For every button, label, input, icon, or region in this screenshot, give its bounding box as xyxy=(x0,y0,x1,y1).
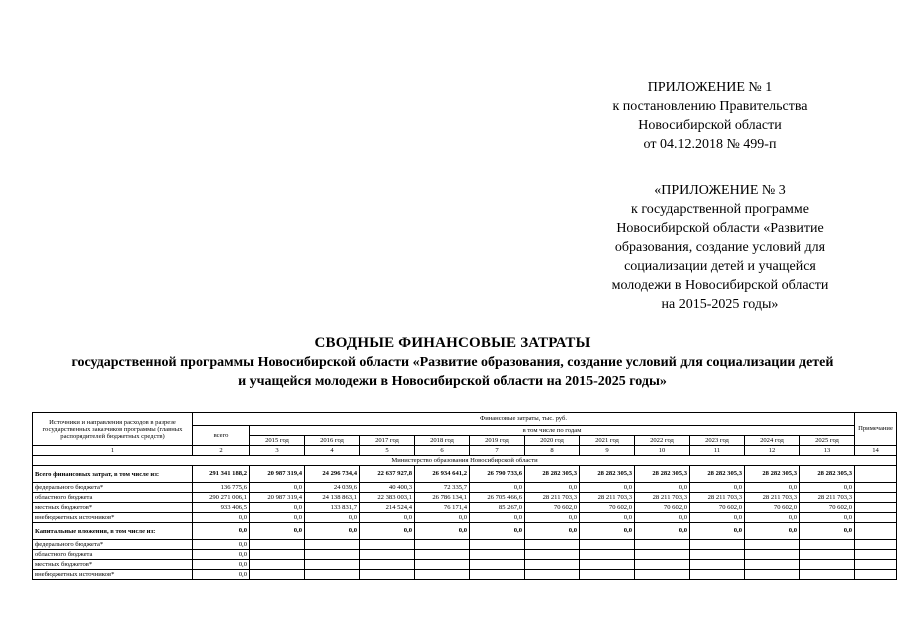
column-number: 14 xyxy=(855,446,897,456)
year-value: 0,0 xyxy=(470,523,525,540)
year-value: 20 987 319,4 xyxy=(250,493,305,503)
appendix-3-line: социализации детей и учащейся xyxy=(624,259,816,274)
year-value: 70 602,0 xyxy=(525,503,580,513)
year-value: 70 602,0 xyxy=(580,503,635,513)
year-value: 0,0 xyxy=(580,483,635,493)
document-heading xyxy=(20,333,885,391)
year-value: 26 786 134,1 xyxy=(415,493,470,503)
year-value xyxy=(360,570,415,580)
column-number: 8 xyxy=(525,446,580,456)
year-value: 28 211 703,3 xyxy=(635,493,690,503)
year-value: 26 705 466,6 xyxy=(470,493,525,503)
year-value: 28 211 703,3 xyxy=(525,493,580,503)
row-note xyxy=(855,493,897,503)
year-value xyxy=(745,540,800,550)
financial-costs-header: Финансовые затраты, тыс. руб. xyxy=(193,413,855,426)
appendix-3-line: «ПРИЛОЖЕНИЕ № 3 xyxy=(654,183,786,198)
year-header: 2018 год xyxy=(415,436,470,446)
year-value xyxy=(360,540,415,550)
year-value: 0,0 xyxy=(250,513,305,523)
year-value: 70 602,0 xyxy=(690,503,745,513)
appendix-1-line: ПРИЛОЖЕНИЕ № 1 xyxy=(647,80,773,95)
column-number: 7 xyxy=(470,446,525,456)
column-number: 11 xyxy=(690,446,745,456)
row-total: 0,0 xyxy=(193,523,250,540)
year-value: 0,0 xyxy=(360,513,415,523)
row-total: 0,0 xyxy=(193,513,250,523)
year-value: 0,0 xyxy=(635,513,690,523)
year-value xyxy=(580,570,635,580)
year-value: 0,0 xyxy=(360,523,415,540)
year-value xyxy=(470,560,525,570)
appendix-3-line: Новосибирской области «Развитие xyxy=(616,221,824,236)
year-value: 28 282 305,3 xyxy=(690,466,745,483)
appendix-3-header xyxy=(570,181,870,314)
row-note xyxy=(855,483,897,493)
section-title: Министерство образования Новосибирской области xyxy=(33,456,897,466)
column-number: 10 xyxy=(635,446,690,456)
column-number: 2 xyxy=(193,446,250,456)
year-value: 0,0 xyxy=(525,513,580,523)
appendix-3-line: на 2015-2025 годы» xyxy=(661,297,779,312)
year-value xyxy=(635,540,690,550)
year-value xyxy=(525,570,580,580)
table-row xyxy=(33,570,897,580)
year-value: 0,0 xyxy=(635,483,690,493)
document-title: СВОДНЫЕ ФИНАНСОВЫЕ ЗАТРАТЫ xyxy=(314,335,591,351)
year-value: 0,0 xyxy=(470,513,525,523)
row-note xyxy=(855,513,897,523)
document-subtitle: государственной программы Новосибирской области «Развитие образования, создание условий для социализации детей xyxy=(71,355,834,370)
column-numbers-row xyxy=(33,446,897,456)
column-number: 6 xyxy=(415,446,470,456)
row-label: внебюджетных источников* xyxy=(33,570,193,580)
sources-header: Источники и направления расходов в разрезе государственных заказчиков программы (главных распорядителей бюджетных средств) xyxy=(33,413,193,446)
table-row xyxy=(33,513,897,523)
year-value xyxy=(690,540,745,550)
year-value xyxy=(250,570,305,580)
year-value: 72 335,7 xyxy=(415,483,470,493)
year-value: 26 934 641,2 xyxy=(415,466,470,483)
row-total: 0,0 xyxy=(193,560,250,570)
row-label: местных бюджетов* xyxy=(33,560,193,570)
year-value xyxy=(525,550,580,560)
total-header: всего xyxy=(193,426,250,446)
year-value xyxy=(690,550,745,560)
row-total: 933 406,5 xyxy=(193,503,250,513)
year-value xyxy=(250,550,305,560)
year-value xyxy=(745,560,800,570)
financial-costs-table xyxy=(32,412,897,580)
year-value: 24 039,6 xyxy=(305,483,360,493)
year-value: 0,0 xyxy=(305,513,360,523)
year-value xyxy=(745,550,800,560)
year-value: 0,0 xyxy=(250,503,305,513)
document-subtitle: и учащейся молодежи в Новосибирской области на 2015-2025 годы» xyxy=(238,374,667,389)
year-value: 76 171,4 xyxy=(415,503,470,513)
table-row xyxy=(33,493,897,503)
year-value xyxy=(800,570,855,580)
year-value xyxy=(690,570,745,580)
year-value xyxy=(305,570,360,580)
year-value: 0,0 xyxy=(745,523,800,540)
year-header: 2021 год xyxy=(580,436,635,446)
by-year-header: в том числе по годам xyxy=(250,426,855,436)
row-label: внебюджетных источников* xyxy=(33,513,193,523)
year-value: 0,0 xyxy=(745,513,800,523)
year-value xyxy=(525,540,580,550)
row-label: областного бюджета xyxy=(33,493,193,503)
year-value: 214 524,4 xyxy=(360,503,415,513)
year-value xyxy=(800,550,855,560)
year-value xyxy=(360,560,415,570)
year-value xyxy=(690,560,745,570)
row-note xyxy=(855,466,897,483)
year-value xyxy=(580,550,635,560)
year-header: 2019 год xyxy=(470,436,525,446)
year-header: 2023 год xyxy=(690,436,745,446)
table-row xyxy=(33,503,897,513)
year-value: 28 211 703,3 xyxy=(580,493,635,503)
year-header: 2016 год xyxy=(305,436,360,446)
year-value xyxy=(305,540,360,550)
table-row xyxy=(33,550,897,560)
year-value xyxy=(470,570,525,580)
column-number: 1 xyxy=(33,446,193,456)
year-value: 0,0 xyxy=(250,523,305,540)
row-total: 0,0 xyxy=(193,540,250,550)
row-label: Всего финансовых затрат, в том числе из: xyxy=(33,466,193,483)
appendix-3-line: молодежи в Новосибирской области xyxy=(611,278,829,293)
column-number: 9 xyxy=(580,446,635,456)
year-value: 28 282 305,3 xyxy=(635,466,690,483)
column-number: 3 xyxy=(250,446,305,456)
year-header: 2020 год xyxy=(525,436,580,446)
year-value: 0,0 xyxy=(525,483,580,493)
row-label: федерального бюджета* xyxy=(33,540,193,550)
year-value: 0,0 xyxy=(635,523,690,540)
year-value xyxy=(250,560,305,570)
financial-table xyxy=(32,412,897,580)
year-value: 28 282 305,3 xyxy=(745,466,800,483)
year-value: 24 296 734,4 xyxy=(305,466,360,483)
year-value: 0,0 xyxy=(525,523,580,540)
year-value xyxy=(305,560,360,570)
year-value: 133 831,7 xyxy=(305,503,360,513)
year-value: 0,0 xyxy=(470,483,525,493)
year-value: 0,0 xyxy=(690,513,745,523)
row-total: 290 271 006,1 xyxy=(193,493,250,503)
year-value: 28 282 305,3 xyxy=(525,466,580,483)
year-header: 2022 год xyxy=(635,436,690,446)
year-value: 28 211 703,3 xyxy=(800,493,855,503)
appendix-1-line: от 04.12.2018 № 499-п xyxy=(643,137,777,152)
year-value: 24 138 863,1 xyxy=(305,493,360,503)
year-header: 2024 год xyxy=(745,436,800,446)
year-value: 22 637 927,8 xyxy=(360,466,415,483)
row-total: 0,0 xyxy=(193,550,250,560)
table-row xyxy=(33,466,897,483)
year-value xyxy=(250,540,305,550)
row-note xyxy=(855,503,897,513)
appendix-1-line: Новосибирской области xyxy=(638,118,782,133)
year-value: 70 602,0 xyxy=(635,503,690,513)
column-number: 12 xyxy=(745,446,800,456)
row-label: федерального бюджета* xyxy=(33,483,193,493)
row-label: Капитальные вложения, в том числе из: xyxy=(33,523,193,540)
year-value xyxy=(470,550,525,560)
table-row xyxy=(33,560,897,570)
row-total: 136 775,6 xyxy=(193,483,250,493)
row-total: 291 341 188,2 xyxy=(193,466,250,483)
appendix-1-line: к постановлению Правительства xyxy=(612,99,808,114)
year-value: 0,0 xyxy=(415,523,470,540)
year-value xyxy=(415,540,470,550)
year-value xyxy=(305,550,360,560)
year-value xyxy=(635,570,690,580)
year-value: 28 211 703,3 xyxy=(745,493,800,503)
year-value: 28 282 305,3 xyxy=(580,466,635,483)
year-value xyxy=(415,570,470,580)
year-value xyxy=(800,540,855,550)
year-value: 0,0 xyxy=(800,523,855,540)
row-note xyxy=(855,550,897,560)
year-value: 20 987 319,4 xyxy=(250,466,305,483)
year-value xyxy=(580,560,635,570)
year-value: 0,0 xyxy=(250,483,305,493)
year-value xyxy=(470,540,525,550)
year-value: 40 400,3 xyxy=(360,483,415,493)
column-number: 5 xyxy=(360,446,415,456)
year-value: 0,0 xyxy=(580,523,635,540)
year-value: 0,0 xyxy=(690,483,745,493)
year-value: 70 602,0 xyxy=(800,503,855,513)
year-value: 26 790 733,6 xyxy=(470,466,525,483)
year-value: 0,0 xyxy=(690,523,745,540)
year-value xyxy=(580,540,635,550)
row-label: местных бюджетов* xyxy=(33,503,193,513)
year-value: 70 602,0 xyxy=(745,503,800,513)
year-value: 28 211 703,3 xyxy=(690,493,745,503)
year-value xyxy=(415,550,470,560)
row-note xyxy=(855,540,897,550)
year-value: 0,0 xyxy=(415,513,470,523)
column-number: 13 xyxy=(800,446,855,456)
year-value xyxy=(635,550,690,560)
row-note xyxy=(855,570,897,580)
year-value: 0,0 xyxy=(800,483,855,493)
year-value xyxy=(360,550,415,560)
year-value: 0,0 xyxy=(800,513,855,523)
year-value xyxy=(800,560,855,570)
table-row xyxy=(33,523,897,540)
year-value xyxy=(745,570,800,580)
year-value: 0,0 xyxy=(305,523,360,540)
year-value: 22 383 003,1 xyxy=(360,493,415,503)
appendix-3-line: к государственной программе xyxy=(631,202,809,217)
note-header: Примечание xyxy=(855,413,897,446)
row-note xyxy=(855,560,897,570)
row-label: областного бюджета xyxy=(33,550,193,560)
year-header: 2015 год xyxy=(250,436,305,446)
appendix-3-line: образования, создание условий для xyxy=(614,240,826,255)
appendix-1-header xyxy=(560,78,860,154)
year-value: 85 267,0 xyxy=(470,503,525,513)
year-header: 2025 год xyxy=(800,436,855,446)
year-value: 0,0 xyxy=(745,483,800,493)
row-note xyxy=(855,523,897,540)
year-header: 2017 год xyxy=(360,436,415,446)
year-value xyxy=(525,560,580,570)
year-value: 28 282 305,3 xyxy=(800,466,855,483)
row-total: 0,0 xyxy=(193,570,250,580)
year-value xyxy=(635,560,690,570)
table-row xyxy=(33,483,897,493)
column-number: 4 xyxy=(305,446,360,456)
table-row xyxy=(33,540,897,550)
year-value xyxy=(415,560,470,570)
year-value: 0,0 xyxy=(580,513,635,523)
